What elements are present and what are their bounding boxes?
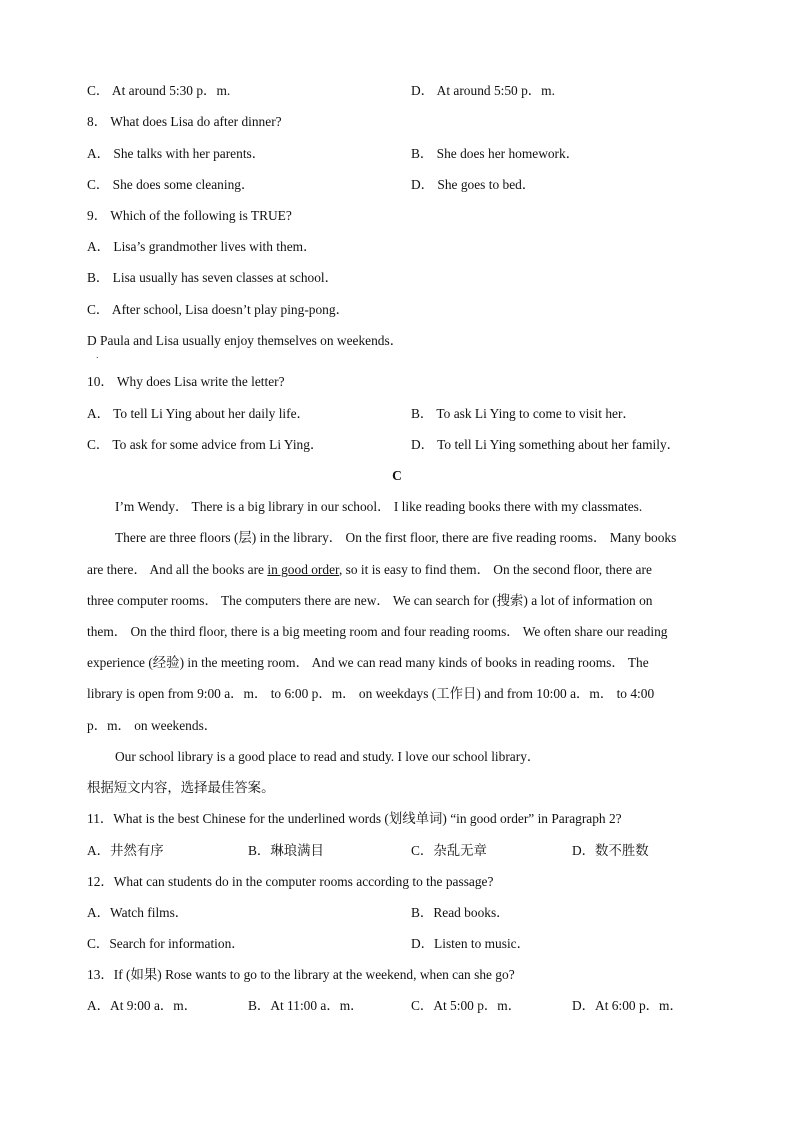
passage-paragraph-1: I’m Wendy． There is a big library in our school． I like reading books there with my classmates.: [115, 499, 643, 514]
q11-option-d: D．数不胜数: [572, 843, 649, 858]
section-heading: C: [392, 468, 402, 483]
q9-option-d: D Paula and Lisa usually enjoy themselves on weekends．: [87, 333, 404, 348]
q7-option-c: C． At around 5:30 p．m.: [87, 83, 231, 98]
q11-option-c: C．杂乱无章: [411, 843, 487, 858]
q12-stem: 12．What can students do in the computer rooms according to the passage?: [87, 874, 494, 889]
q9-option-c: C． After school, Lisa doesn’t play ping-pong．: [87, 302, 349, 317]
q7-option-d: D． At around 5:50 p．m.: [411, 83, 555, 98]
passage-paragraph-2-line-4: them． On the third floor, there is a big meeting room and four reading rooms． We often share our reading: [87, 624, 668, 639]
passage-paragraph-2-line-3: three computer rooms． The computers there are new． We can search for (搜索) a lot of information on: [87, 593, 653, 608]
underlined-phrase: in good order: [267, 562, 339, 577]
q8-option-a: A． She talks with her parents．: [87, 146, 266, 161]
q9-option-a: A． Lisa’s grandmother lives with them．: [87, 239, 317, 254]
q13-option-c: C．At 5:00 p．m．: [411, 998, 522, 1013]
q8-option-b: B． She does her homework．: [411, 146, 580, 161]
q13-option-b: B．At 11:00 a．m．: [248, 998, 364, 1013]
q10-option-a: A． To tell Li Ying about her daily life．: [87, 406, 310, 421]
passage-paragraph-2-line-7: p．m． on weekends．: [87, 718, 218, 733]
q9-option-b: B． Lisa usually has seven classes at school．: [87, 270, 339, 285]
q11-stem: 11．What is the best Chinese for the underlined words (划线单词) “in good order” in Paragraph 2?: [87, 811, 622, 826]
q13-option-a: A．At 9:00 a．m．: [87, 998, 198, 1013]
q12-option-a: A．Watch films．: [87, 905, 189, 920]
q10-option-b: B． To ask Li Ying to come to visit her．: [411, 406, 636, 421]
q9-stem: 9． Which of the following is TRUE?: [87, 208, 292, 223]
q13-stem: 13．If (如果) Rose wants to go to the library at the weekend, when can she go?: [87, 967, 515, 982]
q12-option-c: C．Search for information．: [87, 936, 245, 951]
text-segment: , so it is easy to find them． On the second floor, there are: [338, 562, 652, 577]
q10-option-c: C． To ask for some advice from Li Ying．: [87, 437, 324, 452]
passage-paragraph-2-line-6: library is open from 9:00 a．m． to 6:00 p．m． on weekdays (工作日) and from 10:00 a．m． to 4:00: [87, 686, 655, 701]
q8-stem: 8． What does Lisa do after dinner?: [87, 114, 282, 129]
q10-option-d: D． To tell Li Ying something about her family．: [411, 437, 681, 452]
passage-paragraph-3: Our school library is a good place to read and study. I love our school library．: [115, 749, 541, 764]
passage-paragraph-2-line-5: experience (经验) in the meeting room． And we can read many kinds of books in reading rooms． The: [87, 655, 649, 670]
q8-option-c: C． She does some cleaning．: [87, 177, 255, 192]
q10-stem: 10． Why does Lisa write the letter?: [87, 374, 285, 389]
instruction: 根据短文内容，选择最佳答案。: [87, 780, 275, 795]
q13-option-d: D．At 6:00 p．m．: [572, 998, 683, 1013]
q9-option-d-dot: ．: [96, 351, 104, 360]
q12-option-d: D．Listen to music．: [411, 936, 531, 951]
q11-option-b: B．琳琅满目: [248, 843, 324, 858]
q12-option-b: B．Read books．: [411, 905, 510, 920]
q11-option-a: A．井然有序: [87, 843, 164, 858]
q8-option-d: D． She goes to bed．: [411, 177, 536, 192]
passage-paragraph-2-line-1: There are three floors (层) in the library． On the first floor, there are five reading rooms． Many books: [115, 530, 677, 545]
text-segment: are there． And all the books are: [87, 562, 268, 577]
passage-paragraph-2-line-2: [87, 561, 707, 579]
